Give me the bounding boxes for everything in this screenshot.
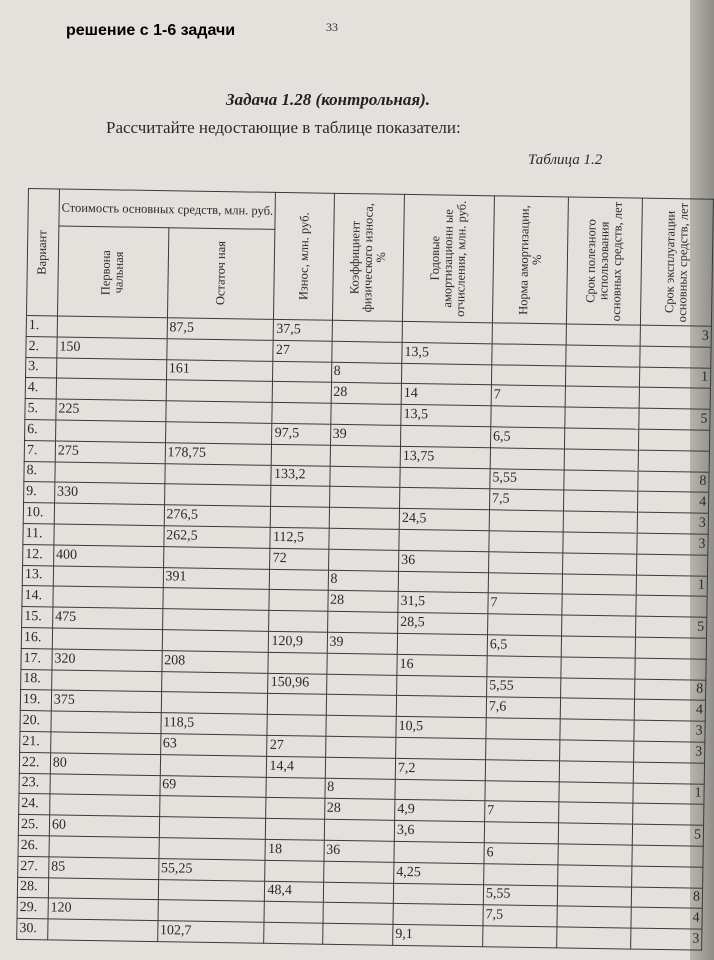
initial-cost-cell: 320 bbox=[52, 649, 162, 672]
wear-cell bbox=[264, 922, 322, 944]
wear-cell: 14,4 bbox=[267, 756, 325, 778]
wear-cell: 72 bbox=[270, 548, 328, 570]
operation-term-cell: 8 bbox=[635, 679, 706, 701]
wear-cell: 48,4 bbox=[265, 881, 323, 903]
header-useful-life: Срок полезного использования основных средств, лет bbox=[567, 197, 643, 325]
residual-cost-cell: 208 bbox=[162, 650, 269, 672]
variant-cell: 16. bbox=[21, 627, 52, 648]
initial-cost-cell bbox=[50, 773, 160, 796]
depreciation-rate-cell bbox=[491, 364, 566, 386]
residual-cost-cell: 118,5 bbox=[161, 713, 268, 735]
depreciation-rate-cell: 5,55 bbox=[490, 468, 565, 490]
depreciation-rate-cell bbox=[492, 323, 567, 345]
wear-coefficient-cell bbox=[331, 341, 402, 363]
operation-term-cell bbox=[640, 346, 711, 368]
residual-cost-cell bbox=[166, 338, 273, 360]
variant-cell: 26. bbox=[18, 835, 49, 856]
variant-cell: 19. bbox=[20, 690, 51, 711]
annual-depreciation-cell bbox=[401, 363, 491, 385]
residual-cost-cell: 102,7 bbox=[157, 921, 264, 943]
operation-term-cell: 4 bbox=[631, 907, 702, 929]
operation-term-cell bbox=[632, 866, 703, 888]
depreciation-rate-cell bbox=[489, 510, 564, 532]
initial-cost-cell: 400 bbox=[53, 545, 163, 568]
annual-depreciation-cell bbox=[397, 675, 487, 697]
useful-life-cell bbox=[560, 719, 634, 741]
wear-cell: 120,9 bbox=[269, 631, 327, 653]
initial-cost-cell bbox=[51, 711, 161, 734]
wear-cell: 112,5 bbox=[270, 527, 328, 549]
initial-cost-cell: 475 bbox=[52, 607, 162, 630]
annual-depreciation-cell: 16 bbox=[397, 654, 487, 676]
initial-cost-cell bbox=[51, 732, 161, 755]
variant-cell: 21. bbox=[20, 731, 51, 752]
wear-cell bbox=[266, 818, 324, 840]
operation-term-cell: 5 bbox=[636, 616, 707, 638]
wear-coefficient-cell bbox=[322, 923, 393, 945]
annual-depreciation-cell bbox=[397, 633, 487, 655]
depreciation-rate-cell: 5,55 bbox=[486, 676, 561, 698]
wear-coefficient-cell: 36 bbox=[323, 840, 394, 862]
depreciation-rate-cell bbox=[487, 614, 562, 636]
useful-life-cell bbox=[565, 407, 639, 429]
depreciation-rate-cell bbox=[485, 759, 560, 781]
depreciation-rate-cell: 6,5 bbox=[487, 635, 562, 657]
useful-life-cell bbox=[557, 927, 631, 949]
annual-depreciation-cell: 9,1 bbox=[393, 924, 483, 946]
residual-cost-cell bbox=[164, 463, 271, 485]
useful-life-cell bbox=[564, 449, 638, 471]
wear-cell bbox=[265, 860, 323, 882]
wear-coefficient-cell bbox=[325, 757, 396, 779]
depreciation-rate-cell bbox=[486, 739, 561, 761]
annual-depreciation-cell bbox=[400, 488, 490, 510]
operation-term-cell: 5 bbox=[639, 408, 710, 430]
wear-coefficient-cell bbox=[323, 903, 394, 925]
operation-term-cell bbox=[639, 429, 710, 451]
wear-cell bbox=[268, 694, 326, 716]
indicators-table bbox=[16, 188, 714, 951]
initial-cost-cell bbox=[49, 836, 159, 859]
wear-cell bbox=[273, 382, 331, 404]
annual-depreciation-cell bbox=[394, 841, 484, 863]
operation-term-cell: 1 bbox=[633, 783, 704, 805]
useful-life-cell bbox=[560, 740, 634, 762]
variant-cell: 28. bbox=[17, 877, 48, 898]
useful-life-cell bbox=[564, 470, 638, 492]
initial-cost-cell: 120 bbox=[48, 898, 158, 921]
initial-cost-cell bbox=[56, 378, 166, 401]
residual-cost-cell: 262,5 bbox=[163, 526, 270, 548]
header-wear: Износ, млн. руб. bbox=[274, 192, 334, 320]
handwritten-annotation: решение с 1-6 задачи bbox=[66, 22, 236, 39]
useful-life-cell bbox=[561, 657, 635, 679]
wear-cell bbox=[269, 610, 327, 632]
wear-cell bbox=[264, 902, 322, 924]
variant-cell: 29. bbox=[17, 898, 48, 919]
operation-term-cell: 1 bbox=[636, 575, 707, 597]
wear-cell bbox=[266, 777, 324, 799]
variant-cell: 13. bbox=[22, 565, 53, 586]
variant-cell: 7. bbox=[24, 440, 55, 461]
useful-life-cell bbox=[566, 366, 640, 388]
annual-depreciation-cell bbox=[393, 883, 483, 905]
depreciation-rate-cell bbox=[492, 344, 567, 366]
header-fixed-assets-group: Стоимость основных средств, млн. руб. bbox=[59, 189, 276, 229]
depreciation-rate-cell: 7,5 bbox=[483, 905, 558, 927]
useful-life-cell bbox=[565, 428, 639, 450]
residual-cost-cell bbox=[161, 671, 268, 693]
residual-cost-cell bbox=[162, 609, 269, 631]
useful-life-cell bbox=[558, 823, 632, 845]
operation-term-cell bbox=[632, 845, 703, 867]
depreciation-rate-cell bbox=[486, 718, 561, 740]
variant-cell: 11. bbox=[23, 523, 54, 544]
residual-cost-cell: 69 bbox=[160, 775, 267, 797]
initial-cost-cell: 60 bbox=[49, 815, 159, 838]
variant-cell: 23. bbox=[19, 773, 50, 794]
initial-cost-cell bbox=[50, 794, 160, 817]
useful-life-cell bbox=[561, 677, 635, 699]
annual-depreciation-cell: 31,5 bbox=[398, 592, 488, 614]
variant-cell: 25. bbox=[18, 815, 49, 836]
variant-cell: 5. bbox=[25, 399, 56, 420]
annual-depreciation-cell bbox=[398, 571, 488, 593]
depreciation-rate-cell bbox=[488, 552, 563, 574]
depreciation-rate-cell: 6 bbox=[484, 843, 559, 865]
depreciation-rate-cell bbox=[487, 656, 562, 678]
initial-cost-cell bbox=[48, 877, 158, 900]
variant-cell: 4. bbox=[25, 378, 56, 399]
initial-cost-cell bbox=[48, 919, 158, 942]
wear-coefficient-cell bbox=[328, 528, 399, 550]
depreciation-rate-cell bbox=[491, 406, 566, 428]
operation-term-cell: 3 bbox=[634, 720, 705, 742]
operation-term-cell bbox=[635, 637, 706, 659]
depreciation-rate-cell bbox=[484, 863, 559, 885]
annual-depreciation-cell bbox=[396, 737, 486, 759]
annual-depreciation-cell: 4,25 bbox=[394, 862, 484, 884]
initial-cost-cell bbox=[55, 420, 165, 443]
wear-coefficient-cell bbox=[326, 674, 397, 696]
operation-term-cell: 4 bbox=[634, 699, 705, 721]
initial-cost-cell: 375 bbox=[51, 690, 161, 713]
wear-cell bbox=[271, 507, 329, 529]
wear-coefficient-cell bbox=[330, 445, 401, 467]
residual-cost-cell bbox=[159, 838, 266, 860]
initial-cost-cell: 150 bbox=[57, 337, 167, 360]
annual-depreciation-cell bbox=[393, 904, 483, 926]
wear-coefficient-cell: 8 bbox=[324, 778, 395, 800]
task-instruction: Рассчитайте недостающие в таблице показатели: bbox=[106, 118, 461, 137]
header-variant: Вариант bbox=[26, 189, 59, 316]
operation-term-cell: 5 bbox=[632, 824, 703, 846]
wear-coefficient-cell bbox=[328, 549, 399, 571]
operation-term-cell: 3 bbox=[637, 512, 708, 534]
initial-cost-cell bbox=[54, 524, 164, 547]
wear-coefficient-cell bbox=[327, 611, 398, 633]
useful-life-cell bbox=[559, 802, 633, 824]
depreciation-rate-cell: 5,55 bbox=[483, 884, 558, 906]
wear-coefficient-cell bbox=[326, 695, 397, 717]
variant-cell: 1. bbox=[26, 315, 57, 336]
operation-term-cell: 4 bbox=[638, 491, 709, 513]
wear-coefficient-cell: 28 bbox=[331, 383, 402, 405]
initial-cost-cell: 225 bbox=[56, 399, 166, 422]
variant-cell: 14. bbox=[22, 586, 53, 607]
wear-coefficient-cell: 8 bbox=[328, 570, 399, 592]
variant-cell: 27. bbox=[18, 856, 49, 877]
annual-depreciation-cell: 14 bbox=[401, 384, 491, 406]
variant-cell: 17. bbox=[21, 648, 52, 669]
depreciation-rate-cell bbox=[490, 448, 565, 470]
residual-cost-cell bbox=[159, 796, 266, 818]
table-caption: Таблица 1.2 bbox=[528, 152, 603, 168]
annual-depreciation-cell: 36 bbox=[399, 550, 489, 572]
depreciation-rate-cell: 7,6 bbox=[486, 697, 561, 719]
residual-cost-cell bbox=[162, 588, 269, 610]
depreciation-rate-cell bbox=[483, 926, 558, 948]
header-operation-term: Срок эксплуатации основных средств, лет bbox=[641, 198, 714, 326]
operation-term-cell bbox=[638, 450, 709, 472]
operation-term-cell bbox=[633, 803, 704, 825]
header-depreciation-rate: Норма амортизации, % bbox=[492, 196, 568, 324]
useful-life-cell bbox=[557, 906, 631, 928]
wear-coefficient-cell bbox=[330, 403, 401, 425]
operation-term-cell bbox=[637, 554, 708, 576]
initial-cost-cell: 85 bbox=[49, 857, 159, 880]
wear-cell bbox=[272, 444, 330, 466]
operation-term-cell: 3 bbox=[637, 533, 708, 555]
depreciation-rate-cell bbox=[488, 572, 563, 594]
wear-cell bbox=[271, 486, 329, 508]
header-annual-depreciation: Годовые амортизационн ые отчисления, млн. руб. bbox=[402, 194, 494, 322]
variant-cell: 20. bbox=[20, 711, 51, 732]
wear-cell bbox=[269, 590, 327, 612]
variant-cell: 2. bbox=[26, 336, 57, 357]
variant-cell: 9. bbox=[24, 482, 55, 503]
operation-term-cell bbox=[633, 762, 704, 784]
depreciation-rate-cell: 6,5 bbox=[490, 427, 565, 449]
annual-depreciation-cell: 4,9 bbox=[395, 800, 485, 822]
wear-coefficient-cell bbox=[329, 487, 400, 509]
annual-depreciation-cell bbox=[400, 467, 490, 489]
operation-term-cell: 1 bbox=[640, 367, 711, 389]
useful-life-cell bbox=[564, 490, 638, 512]
residual-cost-cell bbox=[166, 380, 273, 402]
useful-life-cell bbox=[561, 636, 635, 658]
useful-life-cell bbox=[562, 594, 636, 616]
wear-cell: 27 bbox=[267, 735, 325, 757]
depreciation-rate-cell: 7 bbox=[488, 593, 563, 615]
useful-life-cell bbox=[558, 844, 632, 866]
annual-depreciation-cell: 28,5 bbox=[398, 613, 488, 635]
residual-cost-cell: 87,5 bbox=[167, 318, 274, 340]
useful-life-cell bbox=[562, 574, 636, 596]
wear-coefficient-cell bbox=[332, 320, 403, 342]
annual-depreciation-cell: 13,5 bbox=[402, 342, 492, 364]
wear-coefficient-cell bbox=[329, 507, 400, 529]
variant-cell: 24. bbox=[19, 794, 50, 815]
wear-cell bbox=[266, 798, 324, 820]
depreciation-rate-cell: 7 bbox=[485, 801, 560, 823]
residual-cost-cell bbox=[162, 630, 269, 652]
useful-life-cell bbox=[559, 781, 633, 803]
wear-cell: 97,5 bbox=[272, 423, 330, 445]
annual-depreciation-cell: 24,5 bbox=[399, 509, 489, 531]
residual-cost-cell: 55,25 bbox=[158, 858, 265, 880]
operation-term-cell bbox=[635, 658, 706, 680]
operation-term-cell bbox=[636, 595, 707, 617]
variant-cell: 10. bbox=[23, 503, 54, 524]
operation-term-cell: 8 bbox=[631, 887, 702, 909]
wear-cell: 150,96 bbox=[268, 673, 326, 695]
residual-cost-cell: 391 bbox=[163, 567, 270, 589]
wear-cell bbox=[268, 652, 326, 674]
initial-cost-cell bbox=[52, 628, 162, 651]
operation-term-cell: 3 bbox=[634, 741, 705, 763]
wear-coefficient-cell: 28 bbox=[324, 799, 395, 821]
useful-life-cell bbox=[563, 553, 637, 575]
depreciation-rate-cell bbox=[489, 531, 564, 553]
useful-life-cell bbox=[557, 885, 631, 907]
header-residual-cost: Остаточ ная bbox=[167, 228, 275, 320]
residual-cost-cell bbox=[165, 422, 272, 444]
annual-depreciation-cell: 13,75 bbox=[400, 446, 490, 468]
residual-cost-cell: 178,75 bbox=[165, 442, 272, 464]
depreciation-rate-cell: 7,5 bbox=[489, 489, 564, 511]
wear-coefficient-cell: 28 bbox=[327, 591, 398, 613]
variant-cell: 12. bbox=[23, 544, 54, 565]
residual-cost-cell: 161 bbox=[166, 359, 273, 381]
wear-coefficient-cell bbox=[325, 715, 396, 737]
annual-depreciation-cell: 3,6 bbox=[394, 820, 484, 842]
variant-cell: 15. bbox=[22, 607, 53, 628]
wear-cell: 37,5 bbox=[274, 319, 332, 341]
annual-depreciation-cell bbox=[402, 321, 492, 343]
residual-cost-cell: 63 bbox=[160, 734, 267, 756]
residual-cost-cell bbox=[165, 401, 272, 423]
initial-cost-cell bbox=[57, 316, 167, 339]
wear-coefficient-cell bbox=[325, 736, 396, 758]
useful-life-cell bbox=[558, 865, 632, 887]
wear-cell bbox=[272, 403, 330, 425]
useful-life-cell bbox=[560, 698, 634, 720]
wear-coefficient-cell bbox=[324, 819, 395, 841]
initial-cost-cell bbox=[53, 566, 163, 589]
wear-coefficient-cell bbox=[329, 466, 400, 488]
operation-term-cell: 3 bbox=[640, 325, 711, 347]
initial-cost-cell: 330 bbox=[54, 482, 164, 505]
wear-cell: 27 bbox=[273, 340, 331, 362]
wear-coefficient-cell: 39 bbox=[330, 424, 401, 446]
wear-coefficient-cell: 39 bbox=[327, 632, 398, 654]
wear-coefficient-cell: 8 bbox=[331, 362, 402, 384]
residual-cost-cell bbox=[158, 879, 265, 901]
operation-term-cell bbox=[639, 388, 710, 410]
residual-cost-cell bbox=[161, 692, 268, 714]
annual-depreciation-cell: 10,5 bbox=[396, 716, 486, 738]
wear-cell: 133,2 bbox=[271, 465, 329, 487]
useful-life-cell bbox=[562, 615, 636, 637]
initial-cost-cell: 275 bbox=[55, 441, 165, 464]
annual-depreciation-cell: 13,5 bbox=[401, 405, 491, 427]
initial-cost-cell bbox=[55, 462, 165, 485]
depreciation-rate-cell: 7 bbox=[491, 385, 566, 407]
annual-depreciation-cell: 7,2 bbox=[395, 758, 485, 780]
initial-cost-cell: 80 bbox=[50, 753, 160, 776]
wear-cell bbox=[273, 361, 331, 383]
residual-cost-cell: 276,5 bbox=[164, 505, 271, 527]
initial-cost-cell bbox=[56, 358, 166, 381]
variant-cell: 30. bbox=[17, 919, 48, 940]
depreciation-rate-cell bbox=[485, 780, 560, 802]
annual-depreciation-cell bbox=[396, 696, 486, 718]
variant-cell: 6. bbox=[25, 419, 56, 440]
wear-cell: 18 bbox=[265, 839, 323, 861]
residual-cost-cell bbox=[160, 754, 267, 776]
variant-cell: 18. bbox=[21, 669, 52, 690]
initial-cost-cell bbox=[54, 503, 164, 526]
wear-coefficient-cell bbox=[323, 882, 394, 904]
wear-cell bbox=[270, 569, 328, 591]
initial-cost-cell bbox=[53, 586, 163, 609]
variant-cell: 22. bbox=[19, 752, 50, 773]
header-initial-cost: Первона чальная bbox=[57, 226, 168, 318]
useful-life-cell bbox=[563, 511, 637, 533]
initial-cost-cell bbox=[51, 669, 161, 692]
annual-depreciation-cell bbox=[401, 425, 491, 447]
variant-cell: 3. bbox=[26, 357, 57, 378]
task-title: Задача 1.28 (контрольная). bbox=[226, 90, 430, 109]
residual-cost-cell bbox=[158, 900, 265, 922]
useful-life-cell bbox=[566, 324, 640, 346]
residual-cost-cell bbox=[164, 484, 271, 506]
useful-life-cell bbox=[565, 386, 639, 408]
wear-coefficient-cell bbox=[326, 653, 397, 675]
residual-cost-cell bbox=[163, 546, 270, 568]
page-number: 33 bbox=[326, 20, 338, 34]
annual-depreciation-cell bbox=[395, 779, 485, 801]
wear-cell bbox=[267, 714, 325, 736]
residual-cost-cell bbox=[159, 817, 266, 839]
useful-life-cell bbox=[563, 532, 637, 554]
variant-cell: 8. bbox=[24, 461, 55, 482]
operation-term-cell: 8 bbox=[638, 471, 709, 493]
annual-depreciation-cell bbox=[399, 529, 489, 551]
useful-life-cell bbox=[559, 761, 633, 783]
depreciation-rate-cell bbox=[484, 822, 559, 844]
useful-life-cell bbox=[566, 345, 640, 367]
operation-term-cell: 3 bbox=[631, 928, 702, 950]
header-wear-coefficient: Коэффициент физического износа, % bbox=[332, 193, 404, 321]
wear-coefficient-cell bbox=[323, 861, 394, 883]
